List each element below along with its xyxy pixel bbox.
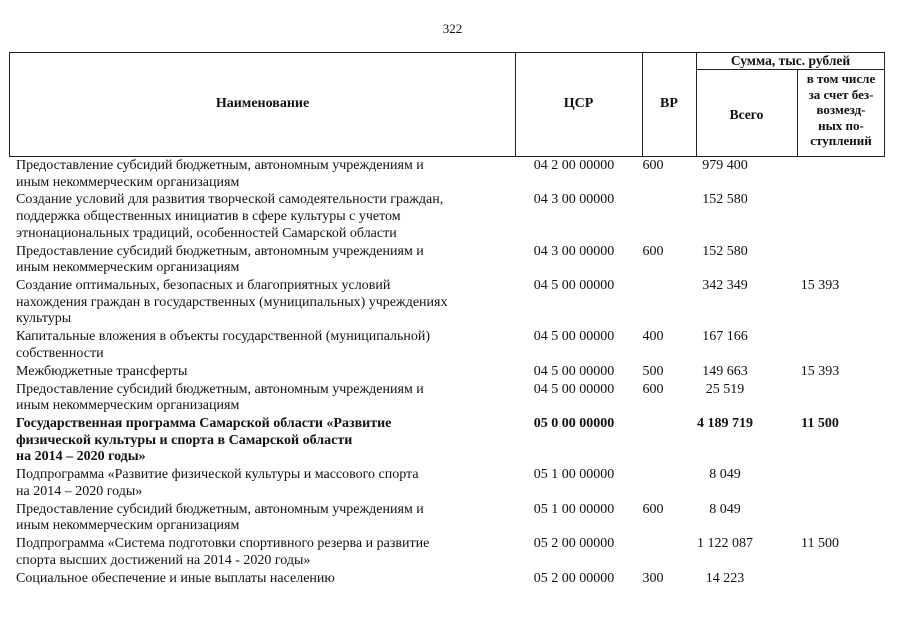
row-vr: 500 [642,363,664,379]
row-name-line: нахождения граждан в государственных (муниципальных) учреждениях [16,294,448,310]
row-name-line: Подпрограмма «Развитие физической культуры и массового спорта [16,467,419,483]
row-name-line: культуры [16,311,72,327]
row-vr: 600 [642,243,664,259]
row-vr [630,467,676,500]
row-donations [774,244,866,277]
row-name-line: иным некоммерческим организациям [16,518,240,534]
row-total: 8 049 [709,501,741,517]
row-name-line: иным некоммерческим организациям [16,174,240,190]
table-body [16,158,886,588]
row-name-line: на 2014 – 2020 годы» [16,483,143,499]
table-row [16,329,886,362]
table-row [16,467,886,500]
header-sum-group: Сумма, тыс. рублей [730,53,851,68]
row-total: 152 580 [702,192,748,208]
header-donations-line: возмезд- [816,102,866,117]
row-csr: 04 5 00 00000 [533,363,615,379]
row-donations [774,329,866,362]
row-csr: 05 2 00 00000 [533,570,615,586]
row-name-line: Предоставление субсидий бюджетным, автономным учреждениям и [16,243,424,259]
row-name [16,382,518,415]
row-name [16,329,518,362]
row-name-line: физической культуры и спорта в Самарской области [16,432,353,448]
row-name-line: на 2014 – 2020 годы» [16,449,146,465]
row-name [16,416,518,466]
row-donations: 11 500 [801,415,839,431]
header-donations-line: за счет без- [808,86,874,102]
page-number: 322 [442,21,463,36]
row-csr: 04 5 00 00000 [533,278,615,294]
row-total: 1 122 087 [697,536,753,552]
row-total: 342 349 [702,278,748,294]
row-csr: 05 0 00 00000 [533,415,615,431]
row-csr: 05 1 00 00000 [533,467,615,483]
row-total: 167 166 [702,329,748,345]
row-csr: 04 5 00 00000 [533,329,615,345]
row-csr: 05 1 00 00000 [533,501,615,517]
row-total: 4 189 719 [697,415,753,431]
row-name [16,244,518,277]
table-row [16,278,886,328]
header-donations-line: ступлений [810,133,872,148]
row-donations [774,158,866,191]
row-donations [774,467,866,500]
row-name [16,467,518,500]
table-header [9,52,885,157]
header-name: Наименование [215,96,310,111]
table-row [16,536,886,569]
row-donations [774,382,866,415]
row-name-line: Предоставление субсидий бюджетным, автономным учреждениям и [16,501,424,517]
row-name-line: Государственная программа Самарской области «Развитие [16,415,392,431]
row-csr: 05 2 00 00000 [533,536,615,552]
table-row [16,502,886,535]
table-row [16,382,886,415]
row-donations: 15 393 [800,363,840,379]
row-vr [630,278,676,328]
row-total: 14 223 [705,570,745,586]
row-csr: 04 3 00 00000 [533,192,615,208]
table-row [16,158,886,191]
row-vr: 600 [642,501,664,517]
row-name-line: Межбюджетные трансферты [16,363,188,379]
table-row [16,416,886,466]
header-total: Всего [729,107,764,122]
row-vr: 600 [642,381,664,397]
row-name-line: Создание оптимальных, безопасных и благоприятных условий [16,278,391,294]
row-donations: 15 393 [800,278,840,294]
row-divider [696,69,885,70]
row-name-line: Социальное обеспечение и иные выплаты населению [16,570,335,586]
row-vr: 400 [642,329,664,345]
row-name-line: Предоставление субсидий бюджетным, автономным учреждениям и [16,381,424,397]
row-name-line: поддержка общественных инициатив в сфере культуры с учетом [16,209,401,225]
row-csr: 04 3 00 00000 [533,243,615,259]
row-name [16,536,518,569]
row-name-line: Создание условий для развития творческой самодеятельности граждан, [16,192,444,208]
header-donations-line: ных по- [818,117,864,133]
row-name-line: этнонациональных традиций, особенностей Самарской области [16,225,397,241]
row-donations: 11 500 [801,536,839,552]
row-name-line: собственности [16,345,104,361]
row-total: 979 400 [702,158,748,173]
row-name-line: иным некоммерческим организациям [16,260,240,276]
row-vr: 300 [642,570,664,586]
row-vr [630,416,676,466]
row-name [16,158,518,191]
row-name [16,278,518,328]
row-total: 149 663 [702,363,748,379]
row-donations [774,502,866,535]
table-row [16,244,886,277]
row-name [16,192,518,242]
row-name [16,364,518,381]
row-donations [774,192,866,242]
row-name-line: Капитальные вложения в объекты государственной (муниципальной) [16,329,431,345]
row-vr [630,192,676,242]
row-name-line: Предоставление субсидий бюджетным, автономным учреждениям и [16,158,424,173]
table-row [16,192,886,242]
row-total: 152 580 [702,243,748,259]
header-csr: ЦСР [563,96,594,111]
header-donations-line: в том числе [806,71,876,86]
header-donations [797,71,885,149]
row-name-line: иным некоммерческим организациям [16,398,240,414]
row-name-line: спорта высших достижений на 2014 - 2020 годы» [16,552,311,568]
header-vr: ВР [660,96,678,111]
table-row [16,571,886,588]
row-name [16,571,518,588]
row-total: 8 049 [709,467,741,483]
row-vr: 600 [642,158,664,173]
row-name [16,502,518,535]
row-total: 25 519 [705,381,745,397]
row-name-line: Подпрограмма «Система подготовки спортивного резерва и развитие [16,536,430,552]
row-csr: 04 2 00 00000 [533,158,615,173]
row-vr [630,536,676,569]
row-donations [774,571,866,588]
table-row [16,364,886,381]
row-csr: 04 5 00 00000 [533,381,615,397]
